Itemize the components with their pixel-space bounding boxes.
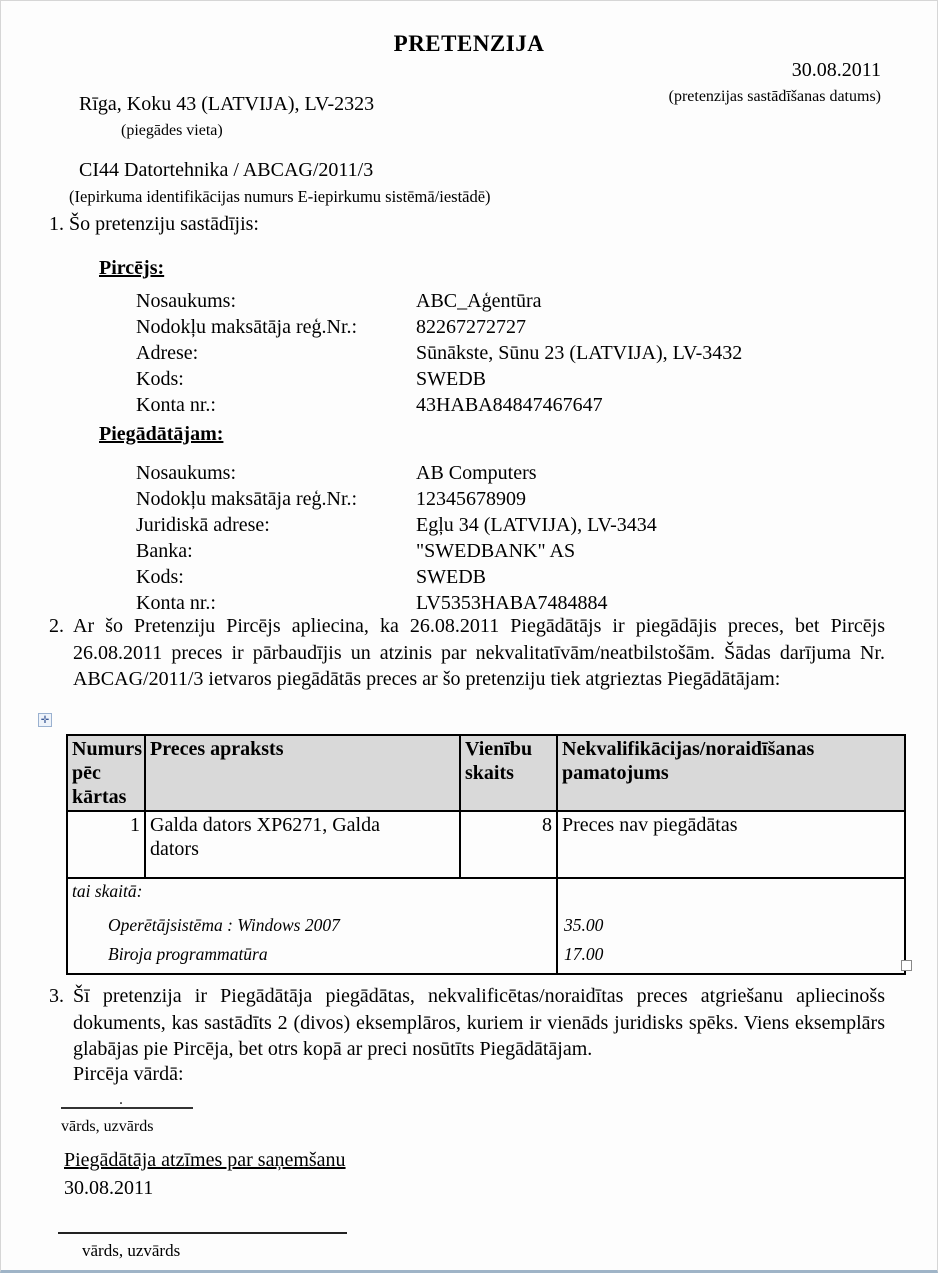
section1-heading: 1. Šo pretenziju sastādījis: bbox=[49, 213, 259, 235]
supplier-signature-caption: vārds, uzvārds bbox=[82, 1241, 181, 1260]
supplier-signature-line bbox=[58, 1216, 347, 1234]
subsection-values-cell bbox=[557, 878, 905, 974]
item-reason: Preces nav piegādātas bbox=[557, 811, 905, 878]
info-value: Egļu 34 (LATVIJA), LV-3434 bbox=[416, 514, 657, 536]
info-row bbox=[136, 392, 742, 418]
column-header-reason: Nekvalifikācijas/noraidīšanas pamatojums bbox=[557, 735, 905, 811]
paragraph-text: Ar šo Pretenziju Pircējs apliecina, ka 26.08.2011 Piegādātājs ir piegādājis preces, bet Pircējs 26.08.2011 preces ir pārbaudījis un atzinis par nekvalitatīvām/neatbilstošām. Šādas darījuma Nr. ABCAG/2011/3 ietvaros piegādātās preces ar šo pretenziju tiek atgrieztas Piegādātājam: bbox=[73, 615, 885, 690]
column-header-quantity: Vienību skaits bbox=[460, 735, 557, 811]
delivery-place: Rīga, Koku 43 (LATVIJA), LV-2323 bbox=[79, 93, 375, 115]
claim-paragraph-2 bbox=[49, 613, 885, 693]
buyer-signature-caption: vārds, uzvārds bbox=[61, 1118, 154, 1135]
subitem-name: Biroja programmatūra bbox=[108, 944, 268, 964]
info-row bbox=[136, 512, 657, 538]
info-row bbox=[136, 538, 657, 564]
receipt-date: 30.08.2011 bbox=[64, 1177, 154, 1199]
column-header-description: Preces apraksts bbox=[145, 735, 460, 811]
info-row bbox=[136, 314, 742, 340]
info-label: Juridiskā adrese: bbox=[136, 514, 270, 536]
subitem-value: 17.00 bbox=[564, 944, 604, 964]
info-value: 82267272727 bbox=[416, 316, 526, 338]
paragraph-number: 2. bbox=[49, 615, 64, 637]
info-label: Nodokļu maksātāja reģ.Nr.: bbox=[136, 316, 358, 338]
info-value: SWEDB bbox=[416, 368, 486, 390]
subsection-names-cell bbox=[67, 878, 557, 974]
info-row bbox=[136, 460, 657, 486]
paragraph-text: Šī pretenzija ir Piegādātāja piegādātas, nekvalificētas/noraidītas preces atgriešanu apliecinošs dokuments, kas sastādīts 2 (divos) eksemplāros, kuriem ir vienāds juridisks spēks. Viens eksemplārs glabājas pie Pircēja, bet otrs kopā ar preci nosūtīts Piegādātājam. bbox=[73, 985, 885, 1060]
info-value: SWEDB bbox=[416, 566, 486, 588]
table-move-handle-icon[interactable]: ✛ bbox=[38, 713, 52, 727]
info-value: AB Computers bbox=[416, 462, 537, 484]
info-label: Adrese: bbox=[136, 342, 199, 364]
spacer bbox=[562, 880, 900, 914]
info-row bbox=[136, 486, 657, 512]
info-label: Konta nr.: bbox=[136, 592, 216, 614]
item-description: Galda dators XP6271, Galda dators bbox=[145, 811, 460, 878]
table-header-row bbox=[67, 735, 905, 811]
buyer-signature-line bbox=[61, 1091, 193, 1109]
info-label: Konta nr.: bbox=[136, 394, 216, 416]
info-row bbox=[136, 288, 742, 314]
item-number: 1 bbox=[67, 811, 145, 878]
goods-table bbox=[66, 734, 906, 975]
receipt-heading: Piegādātāja atzīmes par saņemšanu bbox=[64, 1149, 346, 1171]
procurement-id: CI44 Datortehnika / ABCAG/2011/3 bbox=[79, 159, 374, 181]
delivery-place-caption: (piegādes vieta) bbox=[121, 122, 223, 139]
subitem-value: 35.00 bbox=[564, 915, 604, 935]
info-row bbox=[136, 564, 657, 590]
info-value: 12345678909 bbox=[416, 488, 526, 510]
paragraph-number: 3. bbox=[49, 985, 64, 1007]
claim-paragraph-3 bbox=[49, 983, 885, 1063]
buyer-heading: Pircējs: bbox=[99, 257, 165, 279]
info-label: Nosaukums: bbox=[136, 290, 236, 312]
procurement-id-caption: (Iepirkuma identifikācijas numurs E-iepirkumu sistēmā/iestādē) bbox=[69, 187, 491, 206]
date-block bbox=[669, 59, 881, 106]
info-value: "SWEDBANK" AS bbox=[416, 540, 576, 562]
buyer-signature-label: Pircēja vārdā: bbox=[73, 1063, 184, 1085]
table-resize-handle-icon[interactable] bbox=[901, 960, 912, 971]
info-value: Sūnākste, Sūnu 23 (LATVIJA), LV-3432 bbox=[416, 342, 743, 364]
info-row bbox=[136, 366, 742, 392]
info-label: Nosaukums: bbox=[136, 462, 236, 484]
info-value: ABC_Aģentūra bbox=[416, 290, 542, 312]
claim-date: 30.08.2011 bbox=[791, 59, 881, 81]
supplier-heading: Piegādātājam: bbox=[99, 423, 224, 445]
table-row bbox=[67, 811, 905, 878]
supplier-info bbox=[136, 460, 657, 616]
buyer-info bbox=[136, 288, 742, 418]
subitem-name: Operētājsistēma : Windows 2007 bbox=[108, 915, 340, 935]
info-label: Kods: bbox=[136, 566, 184, 588]
info-value: LV5353HABA7484884 bbox=[416, 592, 608, 614]
claim-date-caption: (pretenzijas sastādīšanas datums) bbox=[668, 88, 881, 105]
delivery-place-block bbox=[79, 93, 374, 140]
subsection-label: tai skaitā: bbox=[72, 881, 143, 901]
page-title: PRETENZIJA bbox=[393, 31, 545, 56]
info-label: Kods: bbox=[136, 368, 184, 390]
item-quantity: 8 bbox=[460, 811, 557, 878]
table-subsection-row bbox=[67, 878, 905, 974]
procurement-block bbox=[69, 159, 491, 207]
info-label: Nodokļu maksātāja reģ.Nr.: bbox=[136, 488, 358, 510]
info-value: 43HABA84847467647 bbox=[416, 394, 603, 416]
info-label: Banka: bbox=[136, 540, 193, 562]
info-row bbox=[136, 340, 742, 366]
column-header-number: Numurs pēc kārtas bbox=[67, 735, 145, 811]
